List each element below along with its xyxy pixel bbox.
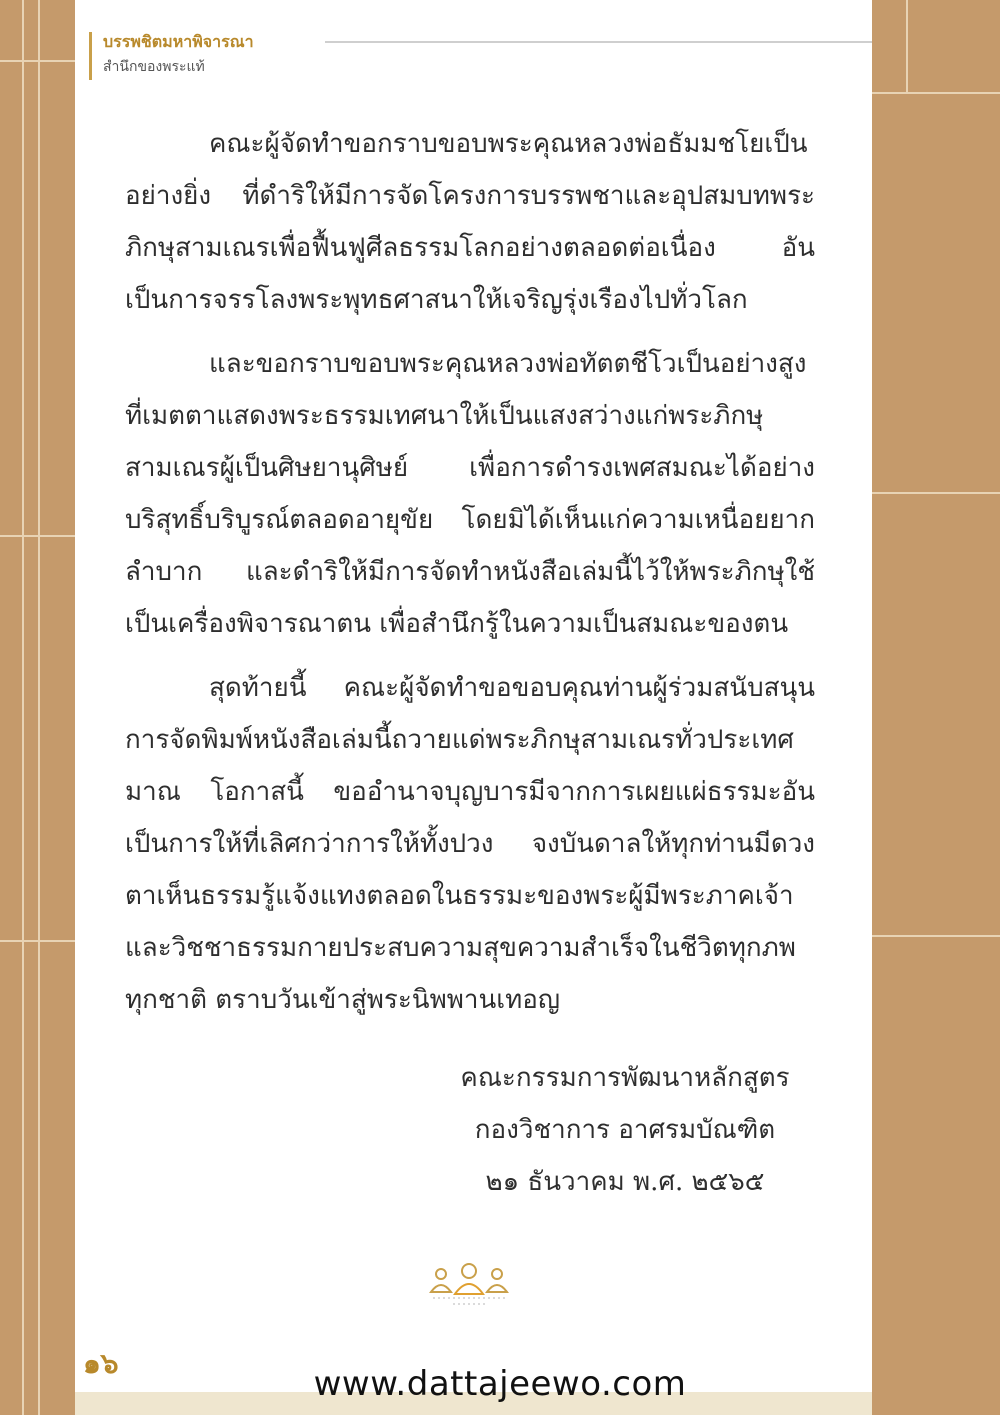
body-text xyxy=(125,118,815,1038)
signature-line: กองวิชาการ อาศรมบัณฑิต xyxy=(474,1115,776,1145)
panel-line xyxy=(906,0,908,92)
panel-line xyxy=(872,492,1000,494)
signature-block xyxy=(445,1052,805,1208)
panel-line xyxy=(38,0,40,1415)
left-decorative-panel xyxy=(0,0,75,1415)
panel-line xyxy=(0,535,75,537)
header-accent-bar xyxy=(89,32,92,80)
paragraph: สุดท้ายนี้ คณะผู้จัดทำขอขอบคุณท่านผู้ร่วมสนับสนุนการจัดพิมพ์หนังสือเล่มนี้ถวายแด่พระภิกษุสามเณรทั่วประเทศมาณ โอกาสนี้ ขออำนาจบุญบารมีจากการเผยแผ่ธรรมะอันเป็นการให้ที่เลิศกว่าการให้ทั้งปวง จงบันดาลให้ทุกท่านมีดวงตาเห็นธรรมรู้แจ้งแทงตลอดในธรรมะของพระผู้มีพระภาคเจ้าและวิชชาธรรมกายประสบความสุขความสำเร็จในชีวิตทุกภพทุกชาติ ตราบวันเข้าสู่พระนิพพานเทอญ xyxy=(125,673,815,1015)
watermark-url: www.dattajeewo.com xyxy=(313,1364,687,1404)
header-subtitle: สำนึกของพระแท้ xyxy=(103,59,205,75)
panel-line xyxy=(22,0,24,1415)
signature-line: คณะกรรมการพัฒนาหลักสูตร xyxy=(460,1063,790,1093)
panel-line xyxy=(0,60,75,62)
panel-line xyxy=(872,92,1000,94)
signature-line: ๒๑ ธันวาคม พ.ศ. ๒๕๖๕ xyxy=(485,1167,765,1197)
panel-line xyxy=(0,940,75,942)
header-title: บรรพชิตมหาพิจารณา xyxy=(103,32,254,51)
panel-line xyxy=(872,935,1000,937)
monks-logo-icon xyxy=(427,1262,511,1308)
paragraph: และขอกราบขอบพระคุณหลวงพ่อทัตตชีโวเป็นอย่างสูงที่เมตตาแสดงพระธรรมเทศนาให้เป็นแสงสว่างแก่พระภิกษุสามเณรผู้เป็นศิษยานุศิษย์ เพื่อการดำรงเพศสมณะได้อย่างบริสุทธิ์บริบูรณ์ตลอดอายุขัย โดยมิได้เห็นแก่ความเหนื่อยยากลำบาก และดำริให้มีการจัดทำหนังสือเล่มนี้ไว้ให้พระภิกษุใช้เป็นเครื่องพิจารณาตน เพื่อสำนึกรู้ในความเป็นสมณะของตน xyxy=(125,349,815,639)
page-number: ๑๖ xyxy=(83,1347,119,1380)
right-decorative-panel xyxy=(872,0,1000,1415)
paragraph: คณะผู้จัดทำขอกราบขอบพระคุณหลวงพ่อธัมมชโยเป็นอย่างยิ่ง ที่ดำริให้มีการจัดโครงการบรรพชาและอุปสมบทพระภิกษุสามเณรเพื่อฟื้นฟูศีลธรรมโลกอย่างตลอดต่อเนื่อง อันเป็นการจรรโลงพระพุทธศาสนาให้เจริญรุ่งเรืองไปทั่วโลก xyxy=(125,129,815,315)
document-page xyxy=(75,0,872,1415)
header-rule xyxy=(325,41,872,43)
